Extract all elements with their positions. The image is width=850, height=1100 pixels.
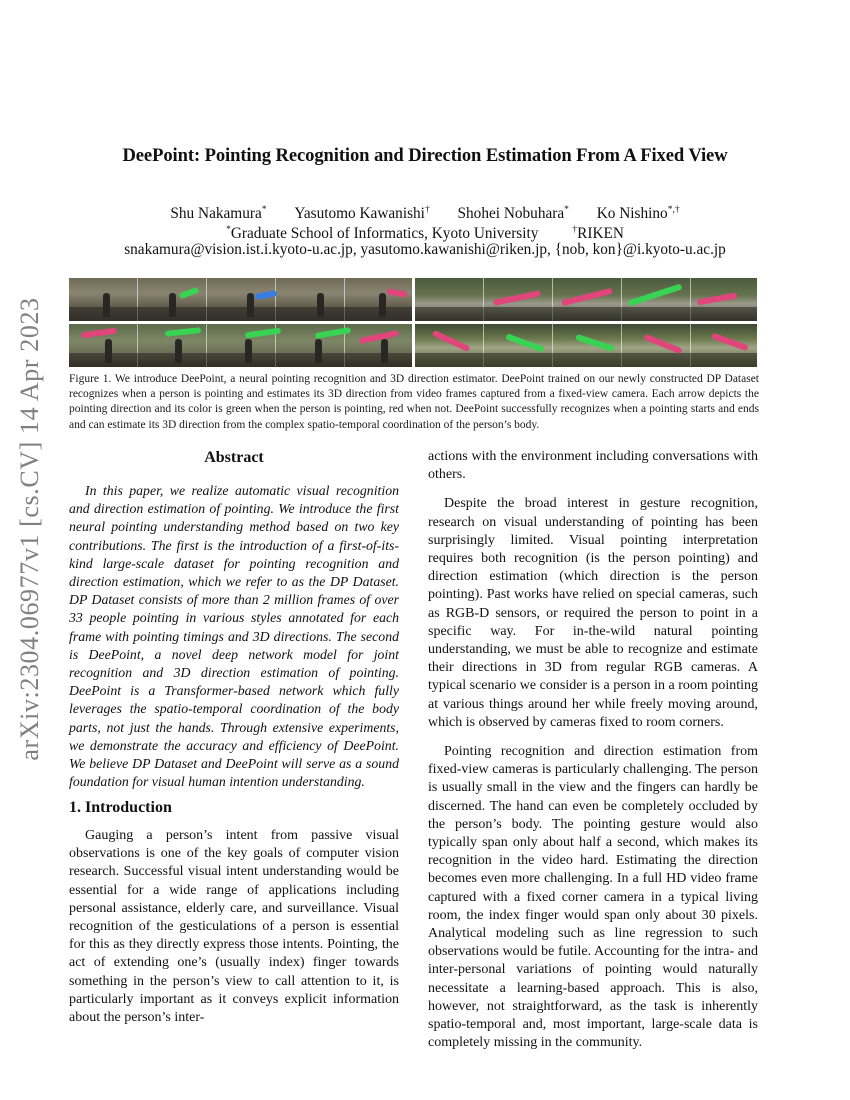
figure-1-image [69, 278, 757, 367]
abstract-heading: Abstract [204, 449, 264, 466]
intro-paragraph-3: Pointing recognition and direction estimation from fixed-view cameras is particularly challenging. The person is usually small in the view and the fingers can hardly be discerned. The hand can even be completely occluded by the person’s body. The pointing gesture would also typically span only about half a second, which makes its recognition in the video hard. Estimating the direction becomes even more challenging. In a full HD video frame captured with a fixed corner camera in a typical living room, the index finger would span only about 30 pixels. Analytical modeling such as line regression to such observations would be futile. Accounting for the intra- and inter-personal variations of pointing would naturally necessitate a learning-based approach. This is also, however, not straightforward, as the task is inherently spatio-temporal and, most important, large-scale data is completely missing in the community. [428, 744, 758, 1051]
figure-strip-bottom-right [415, 324, 757, 367]
abstract-section [69, 448, 399, 791]
intro-paragraph-2: Despite the broad interest in gesture recognition, research on visual understanding of pointing has been surprisingly limited. Visual pointing interpretation requires both recognition (is the person pointing) and direction estimation (which direction is the person pointing). Past works have relied on special cameras, such as RGB-D sensors, or required the person to point in a specific way. For in-the-wild natural pointing understanding, we must be able to recognize and estimate their directions in 3D from regular RGB cameras. A typical scenario we consider is a person in a room pointing at various things around her while freely moving around, which is observed by cameras fixed to room corners. [428, 496, 758, 730]
author-2: Yasutomo Kawanishi† [294, 205, 430, 223]
figure-strip-bottom-left [69, 324, 412, 367]
author-3: Shohei Nobuhara* [457, 205, 569, 223]
intro-heading: 1. Introduction [69, 799, 172, 816]
intro-paragraph-1-continued: actions with the environment including conversations with others. [428, 449, 758, 483]
abstract-text: In this paper, we realize automatic visual recognition and direction estimation of pointing. We introduce the first neural pointing understanding method based on two key contributions. The first is the introduction of a first-of-its-kind large-scale dataset for pointing recognition and direction estimation, which we refer to as the DP Dataset. DP Dataset consists of more than 2 million frames of over 33 people pointing in various styles annotated for each frame with pointing timings and 3D directions. The second is DeePoint, a novel deep network model for joint recognition and 3D direction estimation of pointing. DeePoint is a Transformer-based network which fully leverages the spatio-temporal coordination of the body parts, not just the hands. Through extensive experiments, we demonstrate the accuracy and efficiency of DeePoint. We believe DP Dataset and DeePoint will serve as a sound foundation for visual human intention understanding. [69, 483, 399, 790]
figure-strip-top-right [415, 278, 757, 321]
arxiv-stamp: arXiv:2304.06977v1 [cs.CV] 14 Apr 2023 [15, 297, 44, 761]
right-column [428, 448, 758, 1064]
author-1: Shu Nakamura* [170, 205, 267, 223]
affiliation-riken: RIKEN [577, 225, 624, 243]
affiliations: *Graduate School of Informatics, Kyoto University †RIKEN [226, 225, 624, 243]
intro-paragraph-1: Gauging a person’s intent from passive visual observations is one of the key goals of computer vision research. Successful visual intent understanding would be essential for a wide range of applications including personal assistance, elderly care, and surveillance. Visual recognition of the gesticulations of a person is essential for this as they directly express those intents. Pointing, the act of extending one’s (usually index) finger towards something in the person’s view to call attention to it, is particularly important as it conveys explicit information about the person’s inter- [69, 828, 399, 1026]
author-emails: snakamura@vision.ist.i.kyoto-u.ac.jp, yasutomo.kawanishi@riken.jp, {nob, kon}@i.kyoto-u.ac.jp [124, 241, 726, 258]
figure-1-caption: Figure 1. We introduce DeePoint, a neural pointing recognition and 3D direction estimator. DeePoint trained on our newly constructed DP Dataset recognizes when a person is pointing and estimates its 3D direction from video frames captured from a fixed-view camera. Each arrow depicts the pointing direction and its color is green when the person is pointing, red when not. DeePoint successfully recognizes when a pointing starts and ends and can estimate its 3D direction from the complex spatio-temporal coordination of the person’s body. [69, 373, 759, 431]
affiliation-kyoto: Graduate School of Informatics, Kyoto University [230, 225, 539, 243]
figure-strip-top-left [69, 278, 412, 321]
author-4: Ko Nishino*,† [596, 205, 680, 223]
paper-title: DeePoint: Pointing Recognition and Direction Estimation From A Fixed View [122, 145, 728, 166]
